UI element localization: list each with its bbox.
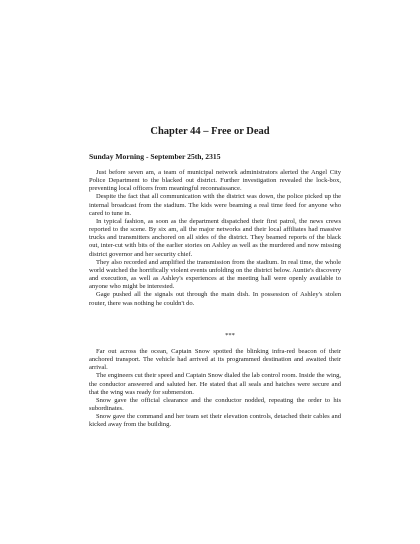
paragraph: Far out across the ocean, Captain Snow spotted the blinking infra-red beacon of their anchored transport. The vehicle had arrived at its programmed destination and awaited their arrival. [89,348,341,372]
paragraph: Gage pushed all the signals out through the main dish. In possession of Ashley's stolen router, there was nothing he couldn't do. [89,291,341,307]
paragraph: Despite the fact that all communication with the district was down, the police picked up the internal broadcast from the stadium. The kids were beaming a real time feed for anyone who cared to tune in. [89,193,341,217]
paragraph: Just before seven am, a team of municipal network administrators alerted the Angel City Police Department to the blacked out district. Further investigation revealed the lock-box, preventing local officers from meaningful reconnaissance. [89,169,341,193]
paragraph: Snow gave the official clearance and the conductor nodded, repeating the order to his subordinates. [89,396,341,413]
chapter-title: Chapter 44 – Free or Dead [150,126,270,137]
chapter-subheading: Sunday Morning - September 25th, 2315 [89,152,221,161]
scene-separator: *** [225,332,235,339]
section-two [89,348,341,430]
paragraph: They also recorded and amplified the transmission from the stadium. In real time, the whole world watched the horrifically violent events unfolding on the district below. Auntie's discovery and execution, as well as Ashley's experiences at the meeting hall were openly available to anyone who might be interested. [89,258,341,291]
paragraph: In typical fashion, as soon as the department dispatched their first patrol, the news crews reported to the scene. By six am, all the major networks and their local affiliates had massive trucks and transmitters anchored on all sides of the district. They beamed reports of the black out, inter-cut with bits of the earlier stories on Ashley as well as the murdered and now missing district governor and her security chief. [89,217,341,258]
section-one [89,169,341,308]
paragraph: Snow gave the command and her team set their elevation controls, detached their cables and kicked away from the building. [89,413,341,429]
paragraph: The engineers cut their speed and Captain Snow dialed the lab control room. Inside the wing, the conductor answered and saluted her. He stated that all seals and hatches were secure and that the wing was ready for submersion. [89,372,341,396]
